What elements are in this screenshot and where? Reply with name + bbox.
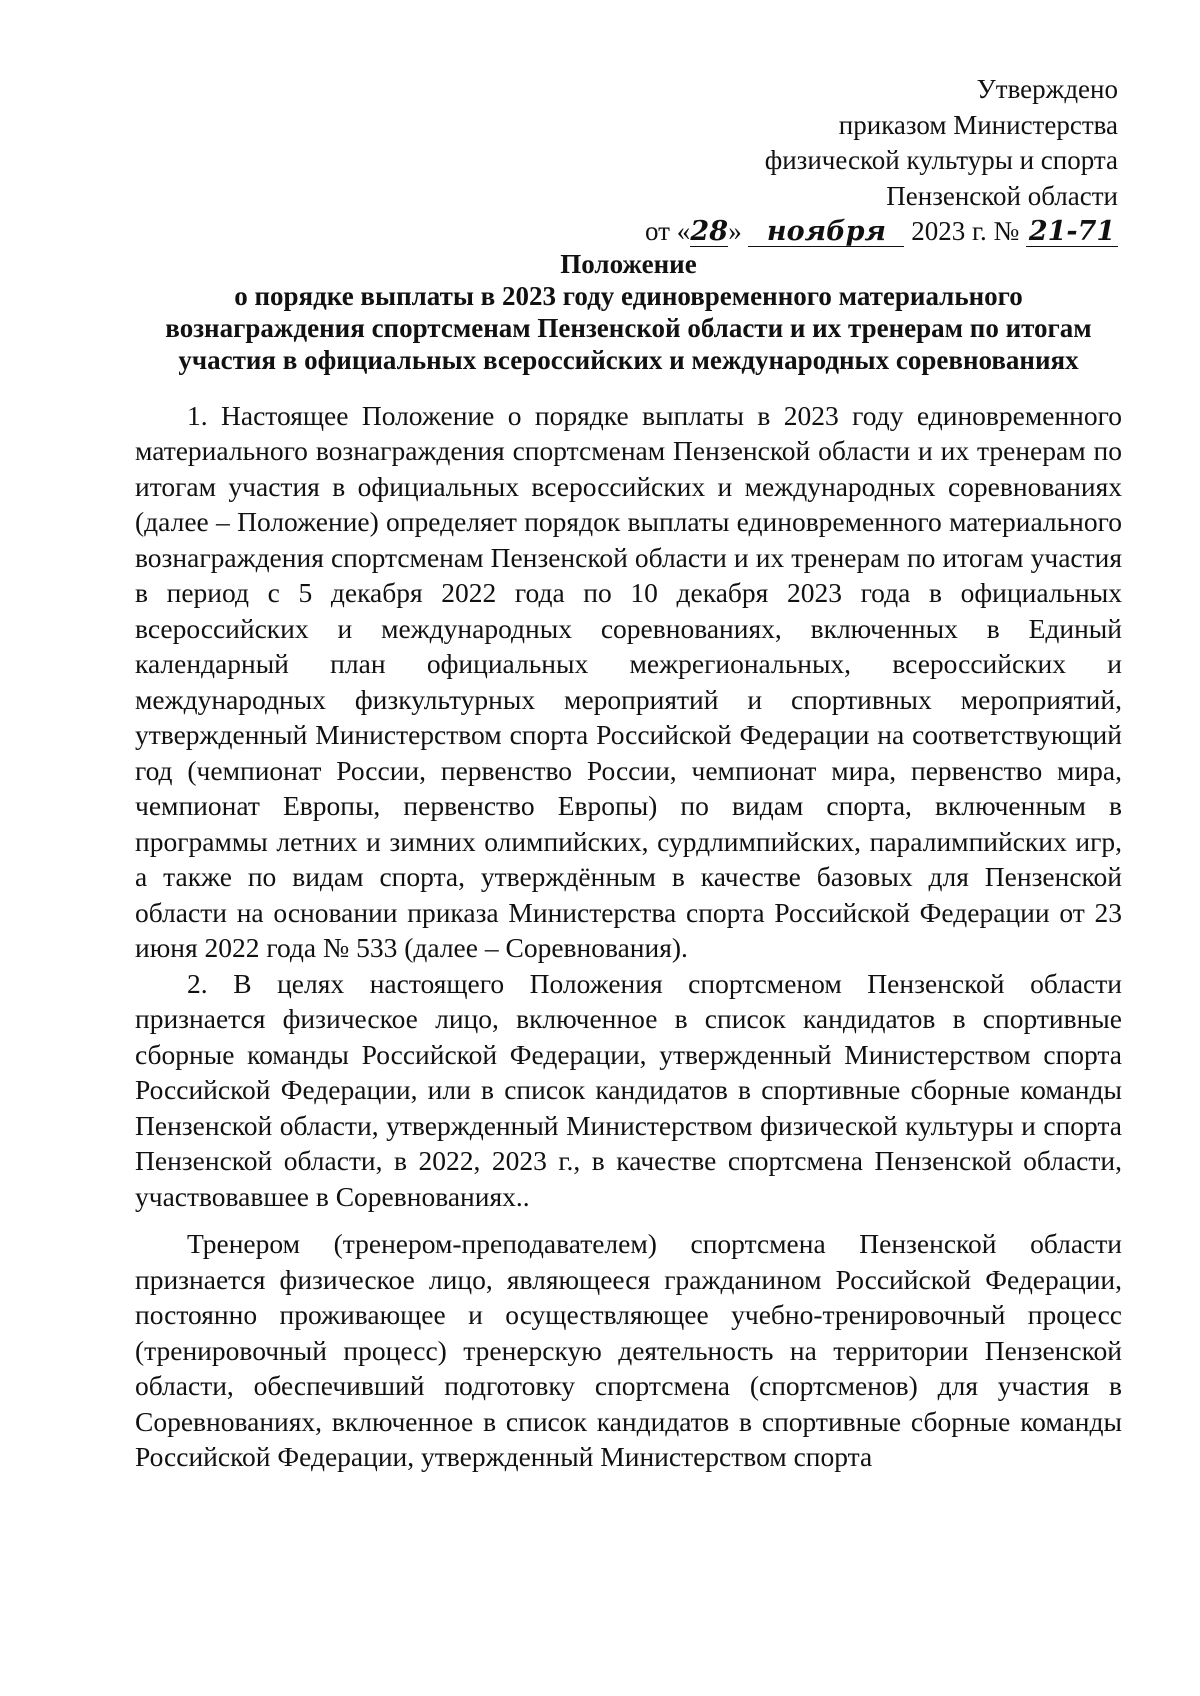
- quote-open: «: [676, 216, 691, 246]
- approval-line-4: Пензенской области: [886, 180, 1118, 211]
- quote-close: »: [728, 216, 742, 246]
- title-line-2: вознаграждения спортсменам Пензенской области и их тренерам по итогам: [165, 312, 1092, 343]
- title-line-3: участия в официальных всероссийских и международных соревнованиях: [178, 344, 1079, 375]
- date-prefix: от: [645, 216, 670, 246]
- approval-line-1: Утверждено: [976, 74, 1118, 104]
- order-number-handwritten: 21-71: [1026, 218, 1118, 247]
- approval-line-2: приказом Министерства: [838, 109, 1118, 140]
- document-title: [135, 248, 1122, 376]
- date-month-handwritten: ноября: [748, 218, 904, 247]
- approval-block: [135, 72, 1122, 250]
- paragraph-2: 2. В целях настоящего Положения спортсменом Пензенской области признается физическое лицо, включенное в список кандидатов в спортивные сборные команды Российской Федерации, утвержденный Министерством спорта Российской Федерации, или в список кандидатов в спортивные сборные команды Пензенской области, утвержденный Министерством физической культуры и спорта Пензенской области, в 2022, 2023 г., в качестве спортсмена Пензенской области, участвовавшее в Соревнованиях..: [135, 967, 1122, 1212]
- approval-line-3: физической культуры и спорта: [764, 145, 1118, 175]
- date-day-handwritten: 28: [690, 216, 728, 247]
- date-year: 2023 г. №: [911, 216, 1020, 246]
- paragraph-3: Тренером (тренером-преподавателем) спортсмена Пензенской области признается физическое лицо, являющееся гражданином Российской Федерации, постоянно проживающее и осуществляющее учебно-тренировочный процесс (тренировочный процесс) тренерскую деятельность на территории Пензенской области, обеспечивший подготовку спортсмена (спортсменов) для участия в Соревнованиях, включенное в список кандидатов в спортивные сборные команды Российской Федерации, утвержденный Министерством спорта: [135, 1228, 1122, 1472]
- title-main: Положение: [560, 248, 697, 279]
- title-line-1: о порядке выплаты в 2023 году единовременного материального: [234, 280, 1023, 311]
- paragraph-1: 1. Настоящее Положение о порядке выплаты в 2023 году единовременного материального вознаграждения спортсменам Пензенской области и их тренерам по итогам участия в официальных всероссийских и международных соревнованиях (далее – Положение) определяет порядок выплаты единовременного материального вознаграждения спортсменам Пензенской области и их тренерам по итогам участия в период с 5 декабря 2022 года по 10 декабря 2023 года в официальных всероссийских и международных соревнованиях, включенных в Единый календарный план официальных межрегиональных, всероссийских и международных физкультурных мероприятий и спортивных мероприятий, утвержденный Министерством спорта Российской Федерации на соответствующий год (чемпионат России, первенство России, чемпионат мира, первенство мира, чемпионат Европы, первенство Европы) по видам спорта, включенным в программы летних и зимних олимпийских, сурдлимпийских, паралимпийских игр, а также по видам спорта, утверждённым в качестве базовых для Пензенской области на основании приказа Министерства спорта Российской Федерации от 23 июня 2022 года № 533 (далее – Соревнования).: [135, 399, 1122, 963]
- document-body: [135, 398, 1122, 1475]
- approval-date-line: [135, 214, 1118, 250]
